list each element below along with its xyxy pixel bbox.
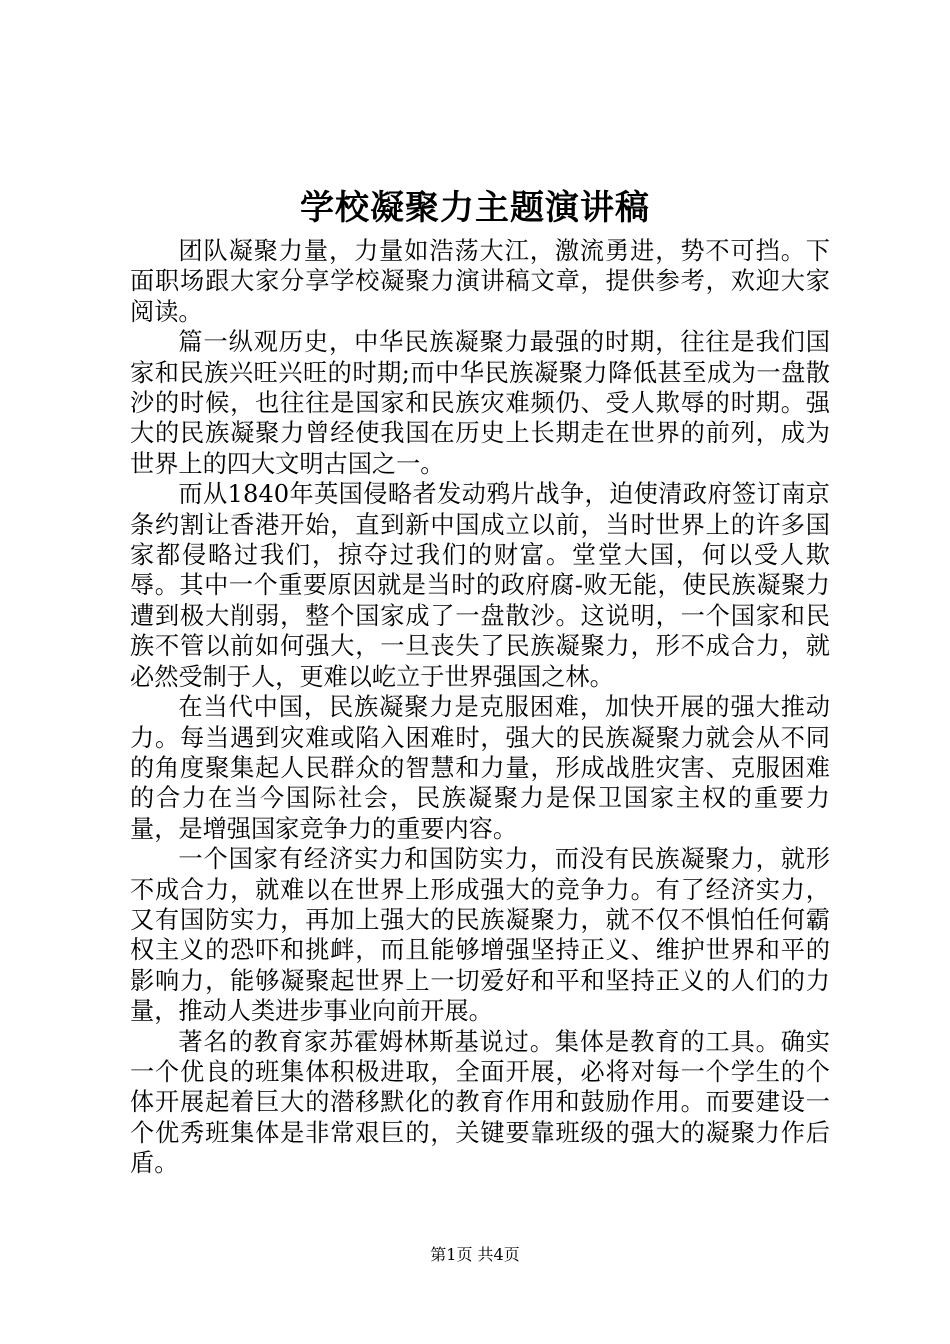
paragraph-6: 著名的教育家苏霍姆林斯基说过。集体是教育的工具。确实一个优良的班集体积极进取，全面开展，必将对每一个学生的个体开展起着巨大的潜移默化的教育作用和鼓励作用。而要建设一个优秀班集体是非常艰巨的，关键要靠班级的强大的凝聚力作后盾。 [130, 1027, 830, 1178]
paragraph-5: 一个国家有经济实力和国防实力，而没有民族凝聚力，就形不成合力，就难以在世界上形成强大的竞争力。有了经济实力，又有国防实力，再加上强大的民族凝聚力，就不仅不惧怕任何霸权主义的恐吓和挑衅，而且能够增强坚持正义、维护世界和平的影响力，能够凝聚起世界上一切爱好和平和坚持正义的人们的力量，推动人类进步事业向前开展。 [130, 845, 830, 1026]
paragraph-2: 篇一纵观历史，中华民族凝聚力最强的时期，往往是我们国家和民族兴旺兴旺的时期;而中华民族凝聚力降低甚至成为一盘散沙的时候，也往往是国家和民族灾难频仍、受人欺辱的时期。强大的民族凝聚力曾经使我国在历史上长期走在世界的前列，成为世界上的四大文明古国之一。 [130, 328, 830, 478]
page-footer: 第1页 共4页 [430, 1245, 520, 1264]
paragraph-1: 团队凝聚力量，力量如浩荡大江，激流勇进，势不可挡。下面职场跟大家分享学校凝聚力演讲稿文章，提供参考，欢迎大家阅读。 [130, 237, 830, 326]
paragraph-3: 而从1840年英国侵略者发动鸦片战争，迫使清政府签订南京条约割让香港开始，直到新中国成立以前，当时世界上的许多国家都侵略过我们，掠夺过我们的财富。堂堂大国，何以受人欺辱。其中一个重要原因就是当时的政府腐-败无能，使民族凝聚力遭到极大削弱，整个国家成了一盘散沙。这说明，一个国家和民族不管以前如何强大，一旦丧失了民族凝聚力，形不成合力，就必然受制于人，更难以屹立于世界强国之林。 [130, 480, 830, 691]
document-title: 学校凝聚力主题演讲稿 [300, 188, 650, 228]
document-body [130, 236, 830, 1179]
paragraph-4: 在当代中国，民族凝聚力是克服困难，加快开展的强大推动力。每当遇到灾难或陷入困难时，强大的民族凝聚力就会从不同的角度聚集起人民群众的智慧和力量，形成战胜灾害、克服困难的合力在当今国际社会，民族凝聚力是保卫国家主权的重要力量，是增强国家竞争力的重要内容。 [130, 693, 830, 843]
